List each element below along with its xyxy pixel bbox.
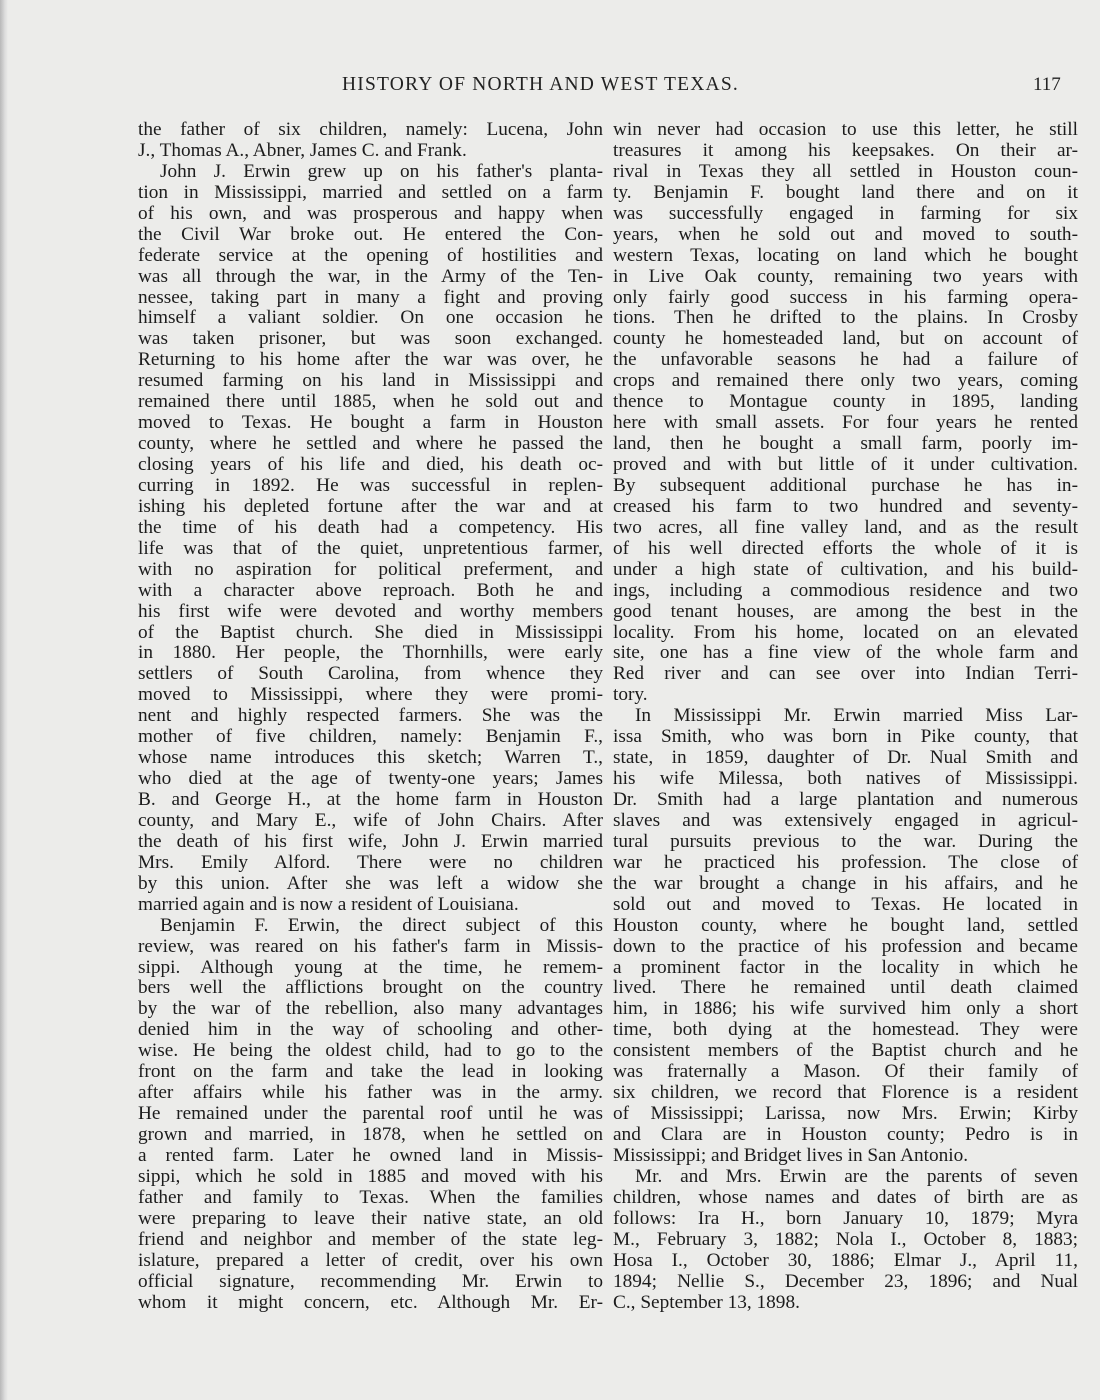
text-line: Hosa I., October 30, 1886; Elmar J., April 11, (613, 1249, 1078, 1271)
text-line: the father of six children, namely: Lucena, John (138, 119, 603, 140)
text-line: with a character above reproach. Both he and (138, 579, 603, 601)
text-line: He remained under the parental roof until he was (138, 1103, 603, 1125)
text-line: issa Smith, who was born in Pike county, that (613, 726, 1078, 748)
text-line: the death of his first wife, John J. Erwin married (138, 830, 603, 852)
text-line: nessee, taking part in many a fight and proving (138, 286, 603, 308)
text-line: a rented farm. Later he owned land in Missis- (138, 1144, 603, 1166)
text-line: remained there until 1885, when he sold out and (138, 391, 603, 413)
text-line: C., September 13, 1898. (613, 1291, 800, 1313)
text-line: tions. Then he drifted to the plains. In Crosby (613, 307, 1078, 329)
text-line: 1894; Nellie S., December 23, 1896; and Nual (613, 1270, 1078, 1292)
text-line: was taken prisoner, but was soon exchanged. (138, 328, 603, 350)
text-line: Returning to his home after the war was over, he (138, 349, 603, 371)
text-line: crops and remained there only two years, coming (613, 370, 1078, 392)
text-line: islature, prepared a letter of credit, over his own (138, 1249, 603, 1271)
right-column (613, 120, 1078, 1313)
text-line: his wife Milessa, both natives of Mississippi. (613, 768, 1078, 790)
text-line: father and family to Texas. When the families (138, 1186, 603, 1208)
text-line: lived. There he remained until death claimed (613, 977, 1078, 999)
text-line: war he practiced his profession. The close of (613, 851, 1078, 873)
text-line: of his own, and was prosperous and happy when (138, 202, 603, 224)
text-line: of the Baptist church. She died in Mississippi (138, 621, 603, 643)
text-line: who died at the age of twenty-one years; James (138, 768, 603, 790)
text-line: J., Thomas A., Abner, James C. and Frank. (138, 139, 467, 161)
text-line: thence to Montague county in 1895, landing (613, 391, 1078, 413)
text-line: was all through the war, in the Army of the Ten- (138, 265, 603, 287)
page-edge (0, 0, 8, 1400)
text-line: rival in Texas they all settled in Houston coun- (613, 160, 1078, 182)
text-line: Benjamin F. Erwin, the direct subject of this (160, 914, 603, 936)
text-line: down to the practice of his profession and became (613, 935, 1078, 957)
text-line: tural pursuits previous to the war. During the (613, 830, 1078, 852)
text-line: was successfully engaged in farming for six (613, 202, 1078, 224)
text-line: sippi, which he sold in 1885 and moved with his (138, 1165, 603, 1187)
text-line: were preparing to leave their native state, an old (138, 1207, 603, 1229)
text-line: review, was reared on his father's farm in Missis- (138, 935, 603, 957)
text-line: moved to Mississippi, where they were promi- (138, 684, 603, 706)
text-line: treasures it among his keepsakes. On their ar- (613, 139, 1078, 161)
text-line: with no aspiration for political preferment, and (138, 558, 603, 580)
text-line: official signature, recommending Mr. Erwin to (138, 1270, 603, 1292)
text-line: In Mississippi Mr. Erwin married Miss Lar- (635, 705, 1078, 727)
text-line: him, in 1886; his wife survived him only a short (613, 998, 1078, 1020)
text-line: the time of his death had a competency. His (138, 516, 603, 538)
text-line: B. and George H., at the home farm in Houston (138, 789, 603, 810)
text-line: tion in Mississippi, married and settled on a farm (138, 181, 603, 203)
text-line: ty. Benjamin F. bought land there and on it (613, 181, 1078, 203)
text-line: county he homesteaded land, but on account of (613, 328, 1078, 350)
text-line: tory. (613, 684, 648, 706)
text-line: grown and married, in 1878, when he settled on (138, 1124, 603, 1145)
text-line: by the war of the rebellion, also many advantages (138, 998, 603, 1020)
text-line: land, then he bought a small farm, poorly im- (613, 433, 1078, 455)
text-line: wise. He being the oldest child, had to go to the (138, 1040, 603, 1062)
text-line: and Clara are in Houston county; Pedro is in (613, 1124, 1078, 1145)
text-line: slaves and was extensively engaged in agricul- (613, 809, 1078, 831)
text-line: moved to Texas. He bought a farm in Houston (138, 412, 603, 434)
text-line: M., February 3, 1882; Nola I., October 8, 1883; (613, 1228, 1078, 1250)
running-head (0, 74, 1100, 104)
text-line: of his well directed efforts the whole of it is (613, 537, 1078, 559)
text-line: state, in 1859, daughter of Dr. Nual Smith and (613, 747, 1078, 769)
text-line: was fraternally a Mason. Of their family of (613, 1061, 1078, 1083)
text-line: here with small assets. For four years he rented (613, 412, 1078, 434)
text-line: follows: Ira H., born January 10, 1879; Myra (613, 1207, 1078, 1229)
text-line: in 1880. Her people, the Thornhills, were early (138, 642, 603, 664)
text-line: years, when he sold out and moved to south- (613, 223, 1078, 245)
text-line: site, one has a fine view of the whole farm and (613, 642, 1078, 664)
text-line: time, both dying at the homestead. They were (613, 1019, 1078, 1041)
text-line: his first wife were devoted and worthy members (138, 600, 603, 622)
text-line: children, whose names and dates of birth are as (613, 1186, 1078, 1208)
text-line: sold out and moved to Texas. He located in (613, 893, 1078, 915)
text-line: win never had occasion to use this letter, he still (613, 119, 1078, 140)
text-line: the unfavorable seasons he had a failure of (613, 349, 1078, 371)
text-line: sippi. Although young at the time, he remem- (138, 956, 603, 978)
text-line: Mrs. Emily Alford. There were no children (138, 851, 603, 873)
text-line: nent and highly respected farmers. She was the (138, 705, 603, 727)
text-line: the Civil War broke out. He entered the Con- (138, 223, 603, 245)
text-line: whose name introduces this sketch; Warren T., (138, 747, 603, 769)
text-line: good tenant houses, are among the best in the (613, 600, 1078, 622)
text-line: By subsequent additional purchase he has in- (613, 474, 1078, 496)
text-line: six children, we record that Florence is a resident (613, 1082, 1078, 1104)
text-line: John J. Erwin grew up on his father's planta- (160, 160, 603, 182)
text-line: a prominent factor in the locality in which he (613, 956, 1078, 978)
text-line: the war brought a change in his affairs, and he (613, 872, 1078, 894)
text-line: resumed farming on his land in Mississippi and (138, 370, 603, 392)
text-line: two acres, all fine valley land, and as the result (613, 516, 1078, 538)
text-line: Dr. Smith had a large plantation and numerous (613, 789, 1078, 810)
text-line: in Live Oak county, remaining two years with (613, 265, 1078, 287)
text-line: consistent members of the Baptist church and he (613, 1040, 1078, 1062)
text-line: ings, including a commodious residence and two (613, 579, 1078, 601)
text-line: county, and Mary E., wife of John Chairs. After (138, 809, 603, 831)
text-line: settlers of South Carolina, from whence they (138, 663, 603, 685)
text-line: curring in 1892. He was successful in replen- (138, 474, 603, 496)
text-line: western Texas, locating on land which he bought (613, 244, 1078, 266)
left-column (138, 120, 603, 1313)
text-line: federate service at the opening of hostilities and (138, 244, 603, 266)
text-line: of Mississippi; Larissa, now Mrs. Erwin; Kirby (613, 1103, 1078, 1125)
text-line: denied him in the way of schooling and other- (138, 1019, 603, 1041)
text-line: Red river and can see over into Indian Terri- (613, 663, 1078, 685)
text-line: ishing his depleted fortune after the war and at (138, 495, 603, 517)
text-line: locality. From his home, located on an elevated (613, 621, 1078, 643)
text-line: county, where he settled and where he passed the (138, 433, 603, 455)
page-number: 117 (1033, 74, 1061, 95)
text-line: only fairly good success in his farming opera- (613, 286, 1078, 308)
running-title: HISTORY OF NORTH AND WEST TEXAS. (342, 74, 739, 95)
text-line: whom it might concern, etc. Although Mr. Er- (138, 1291, 603, 1313)
text-line: after affairs while his father was in the army. (138, 1082, 603, 1104)
text-line: Houston county, where he bought land, settled (613, 914, 1078, 936)
text-line: friend and neighbor and member of the state leg- (138, 1228, 603, 1250)
text-line: married again and is now a resident of Louisiana. (138, 893, 519, 915)
text-line: front on the farm and take the lead in looking (138, 1061, 603, 1083)
text-line: life was that of the quiet, unpretentious farmer, (138, 537, 603, 559)
text-line: creased his farm to two hundred and seventy- (613, 495, 1078, 517)
text-line: himself a valiant soldier. On one occasion he (138, 307, 603, 329)
text-line: Mississippi; and Bridget lives in San Antonio. (613, 1144, 969, 1166)
text-line: bers well the afflictions brought on the country (138, 977, 603, 999)
text-line: by this union. After she was left a widow she (138, 872, 603, 894)
text-line: proved and with but little of it under cultivation. (613, 454, 1078, 475)
text-line: Mr. and Mrs. Erwin are the parents of seven (635, 1165, 1078, 1187)
text-line: under a high state of cultivation, and his build- (613, 558, 1078, 580)
text-line: mother of five children, namely: Benjamin F., (138, 726, 603, 748)
text-line: closing years of his life and died, his death oc- (138, 454, 603, 475)
